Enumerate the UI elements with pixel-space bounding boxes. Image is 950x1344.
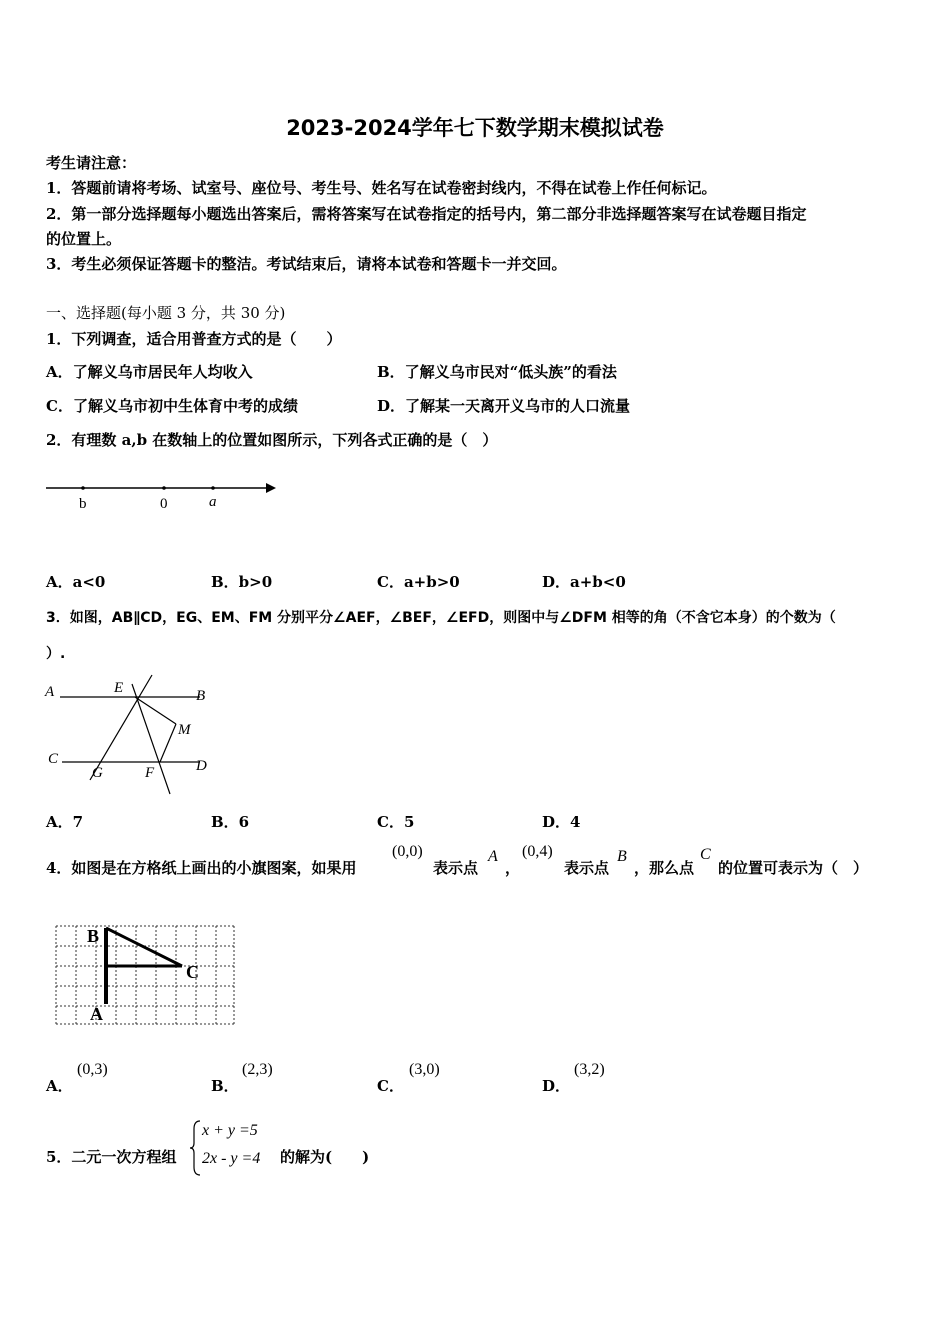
question-4-stem-comma: ，: [505, 859, 521, 877]
section-heading: 一、选择题(每小题 3 分，共 30 分): [46, 304, 286, 322]
q2-option-c[interactable]: C．a+b>0: [377, 573, 460, 591]
question-5-stem: 5．二元一次方程组: [46, 1148, 177, 1166]
fig3-label-b: B: [196, 688, 206, 704]
q3-option-b[interactable]: B．6: [211, 813, 250, 831]
notice-item: 3．考生必须保证答题卡的整洁。考试结束后，请将本试卷和答题卡一并交回。: [46, 255, 567, 273]
notice-item: 1．答题前请将考场、试室号、座位号、考生号、姓名写在试卷密封线内，不得在试卷上作任何标记。: [46, 179, 717, 197]
fig3-label-m: M: [178, 722, 191, 738]
q2-option-b[interactable]: B．b>0: [211, 573, 273, 591]
question-3-stem: 3．如图，AB∥CD，EG、EM、FM 分别平分∠AEF，∠BEF，∠EFD，则图中与∠DFM 相等的角（不含它本身）的个数为（: [46, 610, 836, 626]
q1-option-a[interactable]: A．了解义乌市居民年人均收入: [46, 363, 253, 381]
q1-option-d[interactable]: D．了解某一天离开义乌市的人口流量: [377, 397, 631, 415]
fig3-label-f: F: [145, 765, 155, 781]
question-2-stem: 2．有理数 a,b 在数轴上的位置如图所示，下列各式正确的是（ ）: [46, 431, 498, 449]
q4-option-b-value[interactable]: (2,3): [242, 1061, 273, 1078]
flag-grid-figure: [52, 920, 238, 1030]
equation-2: 2x - y =4: [202, 1150, 261, 1167]
fig3-label-g: G: [92, 765, 103, 781]
notice-item: 的位置上。: [46, 230, 122, 248]
q3-option-a[interactable]: A．7: [46, 813, 84, 831]
q4-option-c-letter[interactable]: C．: [377, 1077, 404, 1095]
fig3-label-d: D: [196, 758, 207, 774]
q4-option-d-value[interactable]: (3,2): [574, 1061, 605, 1078]
question-4-stem-3: 表示点: [564, 859, 610, 877]
q4-option-d-letter[interactable]: D．: [542, 1077, 571, 1095]
fig3-label-a: A: [45, 684, 55, 700]
point-c-label: C: [700, 846, 711, 863]
question-4-stem-4: ，那么点: [634, 859, 695, 877]
q4-option-a-value[interactable]: (0,3): [77, 1061, 108, 1078]
question-4-stem-1: 4．如图是在方格纸上画出的小旗图案，如果用: [46, 859, 357, 877]
number-line-figure: [44, 476, 284, 516]
q2-option-a[interactable]: A．a<0: [46, 573, 106, 591]
q4-option-b-letter[interactable]: B．: [211, 1077, 239, 1095]
coord-b-def: (0,4): [522, 843, 553, 860]
number-line-label-a: a: [209, 494, 217, 510]
notice-heading: 考生请注意：: [46, 154, 137, 172]
flag-label-b: B: [87, 926, 100, 946]
q1-option-c[interactable]: C．了解义乌市初中生体育中考的成绩: [46, 397, 298, 415]
question-4-stem-5: 的位置可表示为（ ）: [718, 859, 869, 877]
question-1-stem: 1．下列调查，适合用普查方式的是（ ）: [46, 330, 342, 348]
number-line-label-0: 0: [160, 496, 168, 512]
question-3-stem-cont: ）.: [46, 646, 66, 662]
fig3-label-e: E: [114, 680, 124, 696]
equation-1: x + y =5: [202, 1122, 258, 1139]
question-5-tail: 的解为( ): [280, 1148, 370, 1166]
q3-option-c[interactable]: C．5: [377, 813, 415, 831]
q1-option-b[interactable]: B．了解义乌市民对“低头族”的看法: [377, 363, 617, 381]
notice-item: 2．第一部分选择题每小题选出答案后，需将答案写在试卷指定的括号内，第二部分非选择题答案写在试卷题目指定: [46, 205, 807, 223]
flag-label-a: A: [90, 1004, 103, 1024]
system-brace: [189, 1119, 203, 1177]
fig3-label-c: C: [48, 751, 59, 767]
coord-a-def: (0,0): [392, 843, 423, 860]
flag-label-c: C: [186, 962, 199, 982]
question-4-stem-2: 表示点: [433, 859, 479, 877]
parallel-lines-figure: [42, 672, 222, 800]
q4-option-c-value[interactable]: (3,0): [409, 1061, 440, 1078]
point-b-label: B: [617, 848, 627, 865]
q4-option-a-letter[interactable]: A．: [46, 1077, 73, 1095]
number-line-label-b: b: [79, 496, 87, 512]
page-title: 2023-2024学年七下数学期末模拟试卷: [286, 116, 664, 140]
q2-option-d[interactable]: D．a+b<0: [542, 573, 626, 591]
q3-option-d[interactable]: D．4: [542, 813, 581, 831]
point-a-label: A: [488, 848, 498, 865]
